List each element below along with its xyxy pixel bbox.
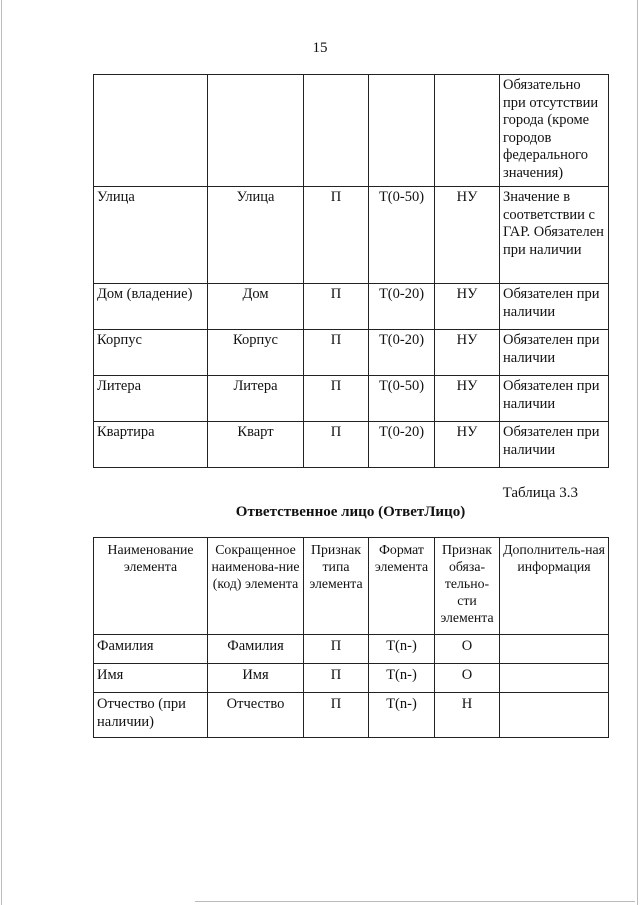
table-cell: Отчество (при наличии) (94, 693, 208, 738)
column-header: Признак типа элемента (304, 538, 369, 635)
table-cell: Фамилия (208, 635, 304, 664)
table-cell: Кварт (208, 422, 304, 468)
table-cell: Литера (208, 376, 304, 422)
table-cell: П (304, 422, 369, 468)
table-row (94, 75, 609, 187)
table-cell: Т(0-50) (369, 376, 435, 422)
table-cell (304, 75, 369, 187)
column-header: Формат элемента (369, 538, 435, 635)
table-cell: НУ (435, 422, 500, 468)
table-header-row (94, 538, 609, 635)
table-row (94, 187, 609, 284)
table-cell: Т(0-50) (369, 187, 435, 284)
table-row (94, 664, 609, 693)
table-cell: Значение в соответствии с ГАР. Обязателен при наличии (500, 187, 609, 284)
page-edge-right (637, 0, 638, 905)
table-cell (369, 75, 435, 187)
table-cell (500, 693, 609, 738)
table-cell: T(n-) (369, 635, 435, 664)
address-elements-table (93, 74, 609, 468)
table-cell: П (304, 693, 369, 738)
table-cell: Обязателен при наличии (500, 284, 609, 330)
table-cell: О (435, 635, 500, 664)
table-number: Таблица 3.3 (502, 485, 578, 501)
page-edge-bottom (195, 901, 635, 902)
column-header: Признак обяза-тельно-сти элемента (435, 538, 500, 635)
table-cell: НУ (435, 376, 500, 422)
table-cell: Улица (208, 187, 304, 284)
table-cell: Т(0-20) (369, 330, 435, 376)
table-cell (500, 635, 609, 664)
table-cell: Отчество (208, 693, 304, 738)
table-cell: О (435, 664, 500, 693)
page-edge-left (1, 0, 2, 905)
table-cell: Обязателен при наличии (500, 330, 609, 376)
table-cell: Обязателен при наличии (500, 376, 609, 422)
column-header: Дополнитель-ная информация (500, 538, 609, 635)
table-cell: Н (435, 693, 500, 738)
table-cell: Обязателен при наличии (500, 422, 609, 468)
responsible-person-table (93, 537, 609, 738)
table-row (94, 284, 609, 330)
table-cell: Корпус (208, 330, 304, 376)
table-cell (500, 664, 609, 693)
table-cell: НУ (435, 284, 500, 330)
table-cell: П (304, 330, 369, 376)
table-row (94, 330, 609, 376)
table-cell: T(n-) (369, 664, 435, 693)
table-cell: Обязательно при отсутствии города (кроме городов федерального значения) (500, 75, 609, 187)
table-cell: П (304, 284, 369, 330)
table-cell: Дом (208, 284, 304, 330)
table-cell: Т(0-20) (369, 284, 435, 330)
table-cell: Дом (владение) (94, 284, 208, 330)
table-cell: НУ (435, 330, 500, 376)
table-row (94, 693, 609, 738)
table-cell: Имя (208, 664, 304, 693)
table-cell: НУ (435, 187, 500, 284)
table-row (94, 422, 609, 468)
table-cell: П (304, 664, 369, 693)
column-header: Наименование элемента (94, 538, 208, 635)
page-number: 15 (312, 40, 328, 56)
table-cell: Улица (94, 187, 208, 284)
table-cell (208, 75, 304, 187)
table-cell: П (304, 187, 369, 284)
table-title: Ответственное лицо (ОтветЛицо) (235, 504, 466, 520)
table-cell: Имя (94, 664, 208, 693)
table-row (94, 635, 609, 664)
table-cell: T(n-) (369, 693, 435, 738)
table-cell: Корпус (94, 330, 208, 376)
table-cell (435, 75, 500, 187)
table-row (94, 376, 609, 422)
table-cell: П (304, 376, 369, 422)
column-header: Сокращенное наименова-ние (код) элемента (208, 538, 304, 635)
table-cell: Фамилия (94, 635, 208, 664)
table-cell: Литера (94, 376, 208, 422)
table-cell (94, 75, 208, 187)
table-cell: П (304, 635, 369, 664)
table-cell: Т(0-20) (369, 422, 435, 468)
table-cell: Квартира (94, 422, 208, 468)
